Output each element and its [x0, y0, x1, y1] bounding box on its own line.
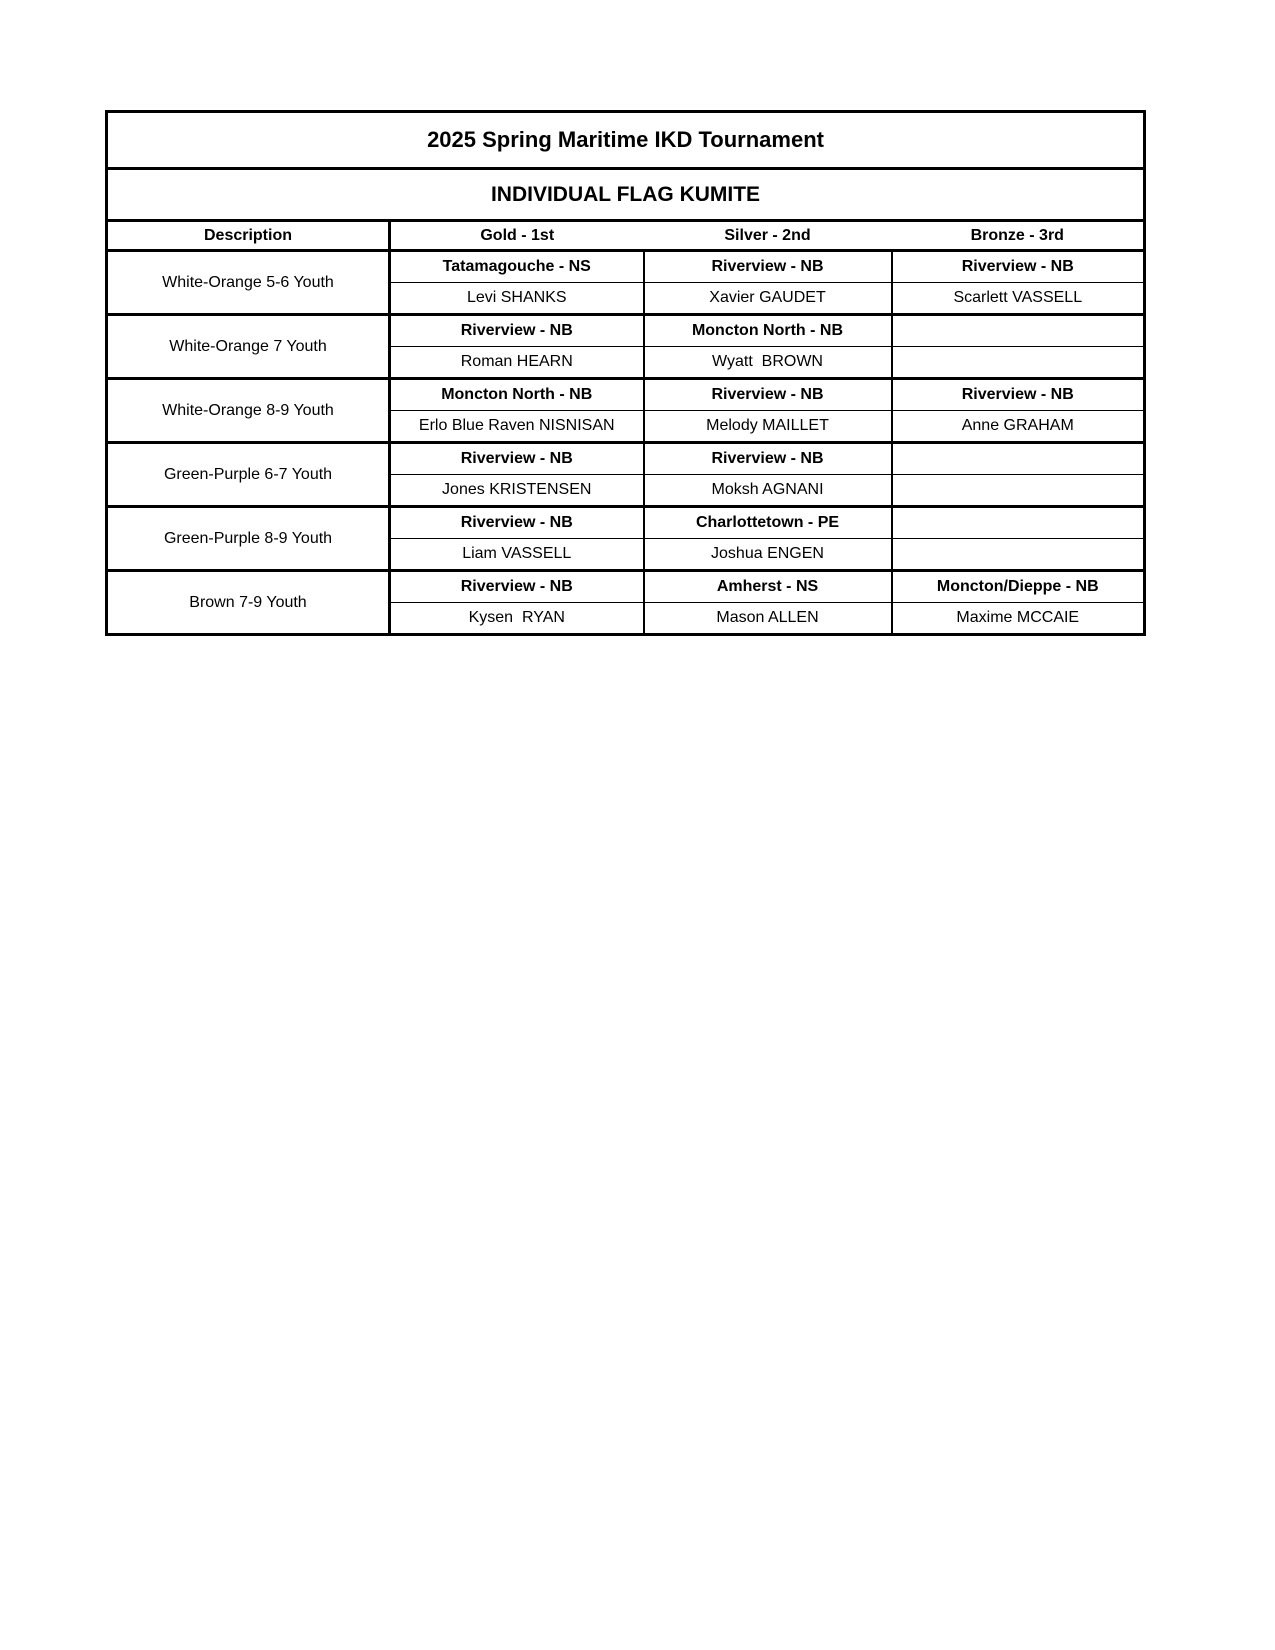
bronze-winner-cell [892, 347, 1145, 379]
category-club-row [107, 571, 1145, 603]
category-club-row [107, 443, 1145, 475]
column-header-description: Description [107, 221, 390, 251]
gold-club-cell: Riverview - NB [390, 443, 644, 475]
gold-winner-cell: Liam VASSELL [390, 539, 644, 571]
silver-club-cell: Moncton North - NB [644, 315, 892, 347]
silver-winner-cell: Joshua ENGEN [644, 539, 892, 571]
gold-club-cell: Tatamagouche - NS [390, 251, 644, 283]
category-cell: White-Orange 7 Youth [107, 315, 390, 379]
silver-club-cell: Amherst - NS [644, 571, 892, 603]
document-page [105, 110, 1146, 636]
category-club-row [107, 507, 1145, 539]
bronze-club-cell: Riverview - NB [892, 379, 1145, 411]
silver-club-cell: Riverview - NB [644, 443, 892, 475]
bronze-winner-cell [892, 539, 1145, 571]
gold-winner-cell: Levi SHANKS [390, 283, 644, 315]
bronze-winner-cell [892, 475, 1145, 507]
gold-club-cell: Moncton North - NB [390, 379, 644, 411]
silver-winner-cell: Melody MAILLET [644, 411, 892, 443]
category-club-row [107, 379, 1145, 411]
bronze-club-cell [892, 315, 1145, 347]
gold-club-cell: Riverview - NB [390, 315, 644, 347]
results-body [107, 112, 1145, 635]
category-cell: Green-Purple 6-7 Youth [107, 443, 390, 507]
gold-winner-cell: Roman HEARN [390, 347, 644, 379]
gold-winner-cell: Kysen RYAN [390, 603, 644, 635]
gold-club-cell: Riverview - NB [390, 507, 644, 539]
category-club-row [107, 315, 1145, 347]
silver-winner-cell: Moksh AGNANI [644, 475, 892, 507]
bronze-club-cell [892, 443, 1145, 475]
bronze-winner-cell: Scarlett VASSELL [892, 283, 1145, 315]
gold-winner-cell: Jones KRISTENSEN [390, 475, 644, 507]
bronze-winner-cell: Maxime MCCAIE [892, 603, 1145, 635]
category-club-row [107, 251, 1145, 283]
silver-winner-cell: Xavier GAUDET [644, 283, 892, 315]
results-table [105, 110, 1146, 636]
silver-winner-cell: Wyatt BROWN [644, 347, 892, 379]
silver-club-cell: Charlottetown - PE [644, 507, 892, 539]
gold-winner-cell: Erlo Blue Raven NISNISAN [390, 411, 644, 443]
category-cell: Green-Purple 8-9 Youth [107, 507, 390, 571]
bronze-club-cell: Riverview - NB [892, 251, 1145, 283]
column-header-bronze: Bronze - 3rd [892, 221, 1145, 251]
category-cell: White-Orange 8-9 Youth [107, 379, 390, 443]
bronze-club-cell: Moncton/Dieppe - NB [892, 571, 1145, 603]
bronze-winner-cell: Anne GRAHAM [892, 411, 1145, 443]
silver-club-cell: Riverview - NB [644, 379, 892, 411]
silver-winner-cell: Mason ALLEN [644, 603, 892, 635]
silver-club-cell: Riverview - NB [644, 251, 892, 283]
column-header-silver: Silver - 2nd [644, 221, 892, 251]
category-cell: Brown 7-9 Youth [107, 571, 390, 635]
gold-club-cell: Riverview - NB [390, 571, 644, 603]
bronze-club-cell [892, 507, 1145, 539]
column-header-gold: Gold - 1st [390, 221, 644, 251]
event-title: INDIVIDUAL FLAG KUMITE [107, 169, 1145, 221]
tournament-title: 2025 Spring Maritime IKD Tournament [107, 112, 1145, 169]
category-cell: White-Orange 5-6 Youth [107, 251, 390, 315]
